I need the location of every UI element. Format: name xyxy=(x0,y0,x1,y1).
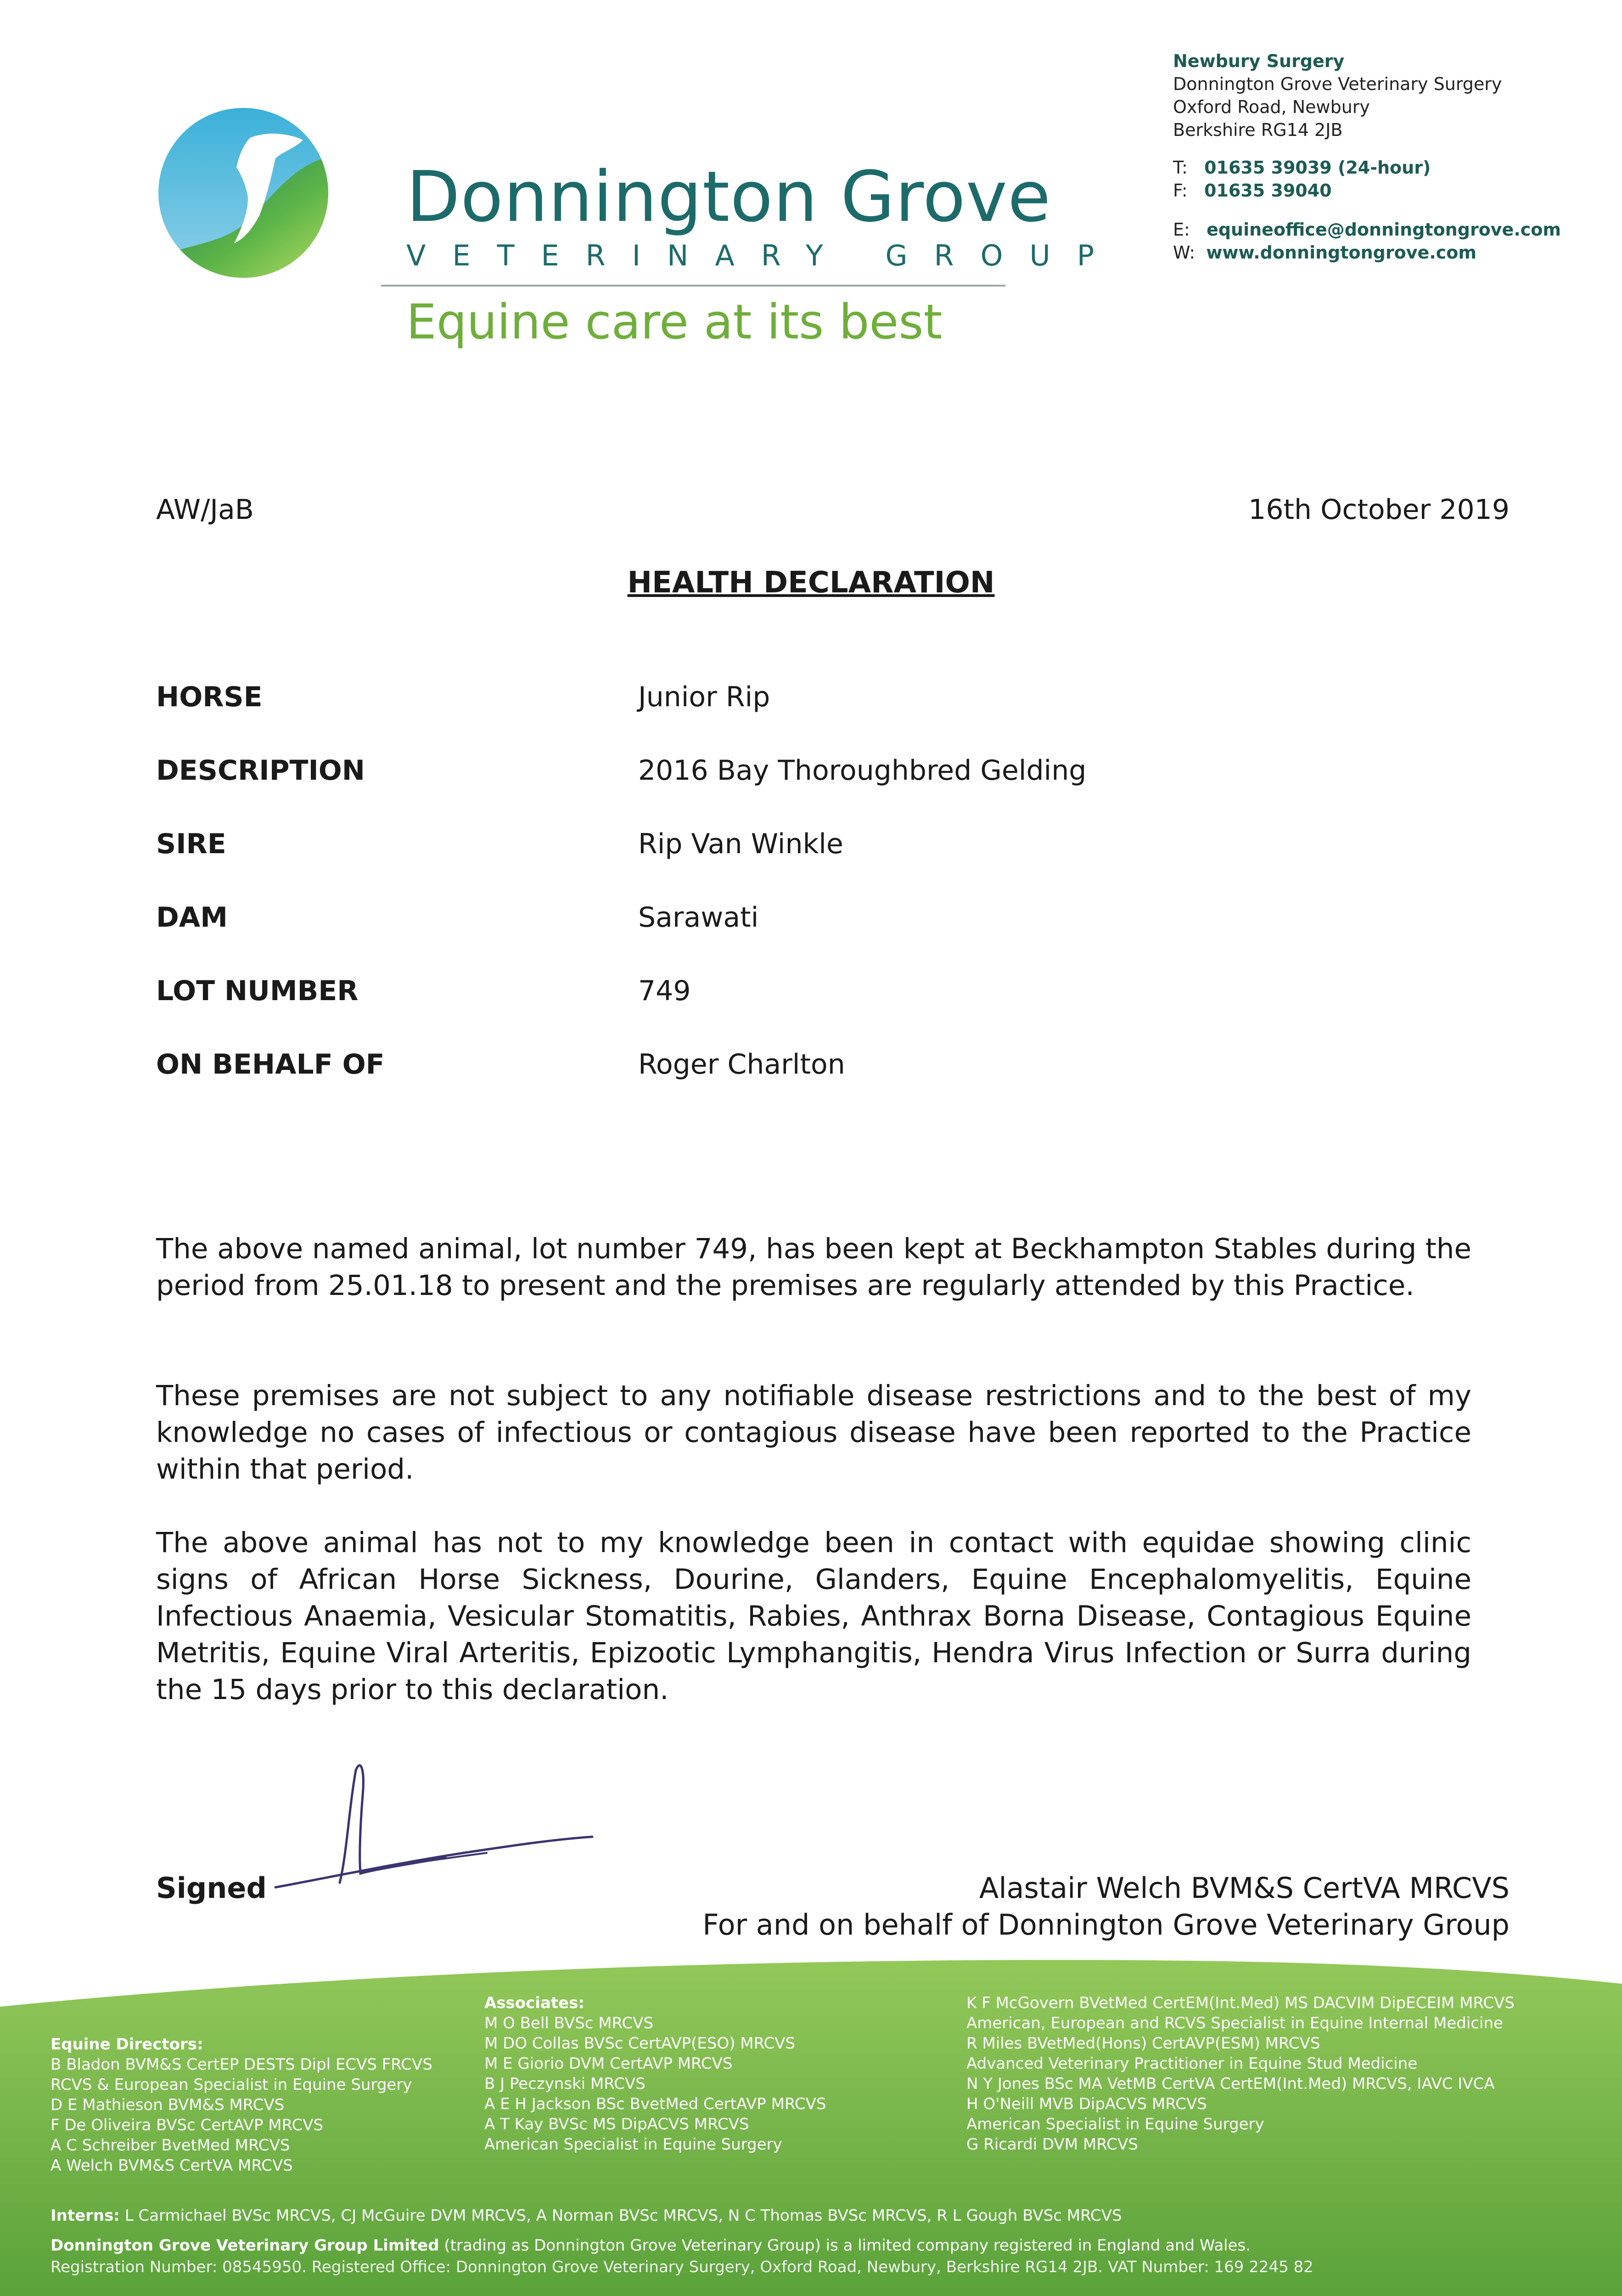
address-line: Berkshire RG14 2JB xyxy=(1173,120,1343,140)
director-line: A C Schreiber BvetMed MRCVS xyxy=(51,2136,290,2155)
field-label: SIRE xyxy=(156,828,226,860)
associate-line: R Miles BVetMed(Hons) CertAVP(ESM) MRCVS xyxy=(966,2034,1320,2053)
web-contacts xyxy=(1173,218,1561,264)
director-line: D E Mathieson BVM&S MRCVS xyxy=(51,2096,285,2114)
field-label: DESCRIPTION xyxy=(156,754,365,787)
director-line: A Welch BVM&S CertVA MRCVS xyxy=(51,2156,293,2175)
associate-line: M E Giorio DVM CertAVP MRCVS xyxy=(484,2054,733,2073)
address-line: Oxford Road, Newbury xyxy=(1173,97,1370,117)
field-value: Junior Rip xyxy=(638,681,770,713)
tel-label: T: xyxy=(1173,158,1188,178)
logo-horse-globe-icon xyxy=(156,106,331,280)
company-text: (trading as Donnington Grove Veterinary Group) is a limited company registered in England and Wales. xyxy=(444,2236,1251,2255)
associates-title: Associates: xyxy=(484,1994,585,2012)
associate-line: A E H Jackson BSc BvetMed CertAVP MRCVS xyxy=(484,2095,826,2113)
associate-line: M O Bell BVSc MRCVS xyxy=(484,2014,654,2032)
signature-icon xyxy=(271,1754,601,1906)
signer-organisation: For and on behalf of Donnington Grove Veterinary Group xyxy=(702,1908,1510,1941)
footer-associates-continued xyxy=(966,1993,1515,2155)
field-value: Sarawati xyxy=(638,901,759,934)
field-on-behalf-of xyxy=(156,1048,1487,1085)
field-sire xyxy=(156,828,1487,865)
associate-line: M DO Collas BVSc CertAVP(ESO) MRCVS xyxy=(484,2034,796,2053)
field-label: DAM xyxy=(156,901,228,934)
brand-tagline: Equine care at its best xyxy=(406,294,943,350)
website-link[interactable]: www.donningtongrove.com xyxy=(1206,242,1476,263)
document-title: HEALTH DECLARATION xyxy=(627,566,995,600)
associate-line: N Y Jones BSc MA VetMB CertVA CertEM(Int.Med) MRCVS, IAVC IVCA xyxy=(966,2075,1495,2093)
interns-list: L Carmichael BVSc MRCVS, CJ McGuire DVM MRCVS, A Norman BVSc MRCVS, N C Thomas BVSc MRCVS, R L Gough BVSc MRCVS xyxy=(124,2206,1122,2225)
director-line: RCVS & European Specialist in Equine Surgery xyxy=(51,2076,412,2094)
associate-line: B J Peczynski MRCVS xyxy=(484,2075,645,2093)
field-dam xyxy=(156,901,1487,938)
field-value: Rip Van Winkle xyxy=(638,828,843,860)
email-link[interactable]: equineoffice@donningtongrove.com xyxy=(1207,219,1561,240)
footer-associates xyxy=(484,1993,826,2155)
body-paragraph: These premises are not subject to any notifiable disease restrictions and to the best of my knowledge no cases of infectious or contagious disease have been reported to the Practice within that period. xyxy=(156,1379,1471,1486)
brand-name: Donnington Grove xyxy=(406,156,1051,237)
body-paragraph: The above named animal, lot number 749, has been kept at Beckhampton Stables during the period from 25.01.18 to present and the premises are regularly attended by this Practice. xyxy=(156,1232,1471,1302)
footer-registration: Registration Number: 08545950. Registered Office: Donnington Grove Veterinary Surgery, Oxford Road, Newbury, Berkshire RG14 2JB. VAT Number: 169 2245 82 xyxy=(51,2258,1313,2276)
field-label: ON BEHALF OF xyxy=(156,1048,385,1080)
surgery-name: Newbury Surgery xyxy=(1173,51,1345,71)
fax-number: 01635 39040 xyxy=(1204,180,1332,201)
body-paragraph: The above animal has not to my knowledge been in contact with equidae showing clinic signs of African Horse Sickness, Dourine, Glanders, Equine Encephalomyelitis, Equine Infectious Anaemia, Vesicular Stomatitis, Rabies, Anthrax Borna Disease, Contagious Equine Metritis, Equine Viral Arteritis, Epizootic Lymphangitis, Hendra Virus Infection or Surra during the 15 days prior to this declaration. xyxy=(156,1526,1471,1706)
associate-line: H O'Neill MVB DipACVS MRCVS xyxy=(966,2095,1207,2113)
director-line: B Bladon BVM&S CertEP DESTS Dipl ECVS FRCVS xyxy=(51,2055,432,2074)
brand-subtitle: VETERINARY GROUP xyxy=(406,239,1121,272)
field-lot-number xyxy=(156,975,1487,1012)
footer-directors xyxy=(51,2034,432,2176)
field-value: Roger Charlton xyxy=(638,1048,845,1080)
signed-label: Signed xyxy=(156,1871,267,1905)
director-line: F De Oliveira BVSc CertAVP MRCVS xyxy=(51,2116,324,2134)
surgery-address xyxy=(1173,50,1502,141)
field-label: HORSE xyxy=(156,681,263,713)
web-label: W: xyxy=(1173,242,1195,263)
associate-line: K F McGovern BVetMed CertEM(Int.Med) MS DACVIM DipECEIM MRCVS xyxy=(966,1994,1515,2012)
footer-company xyxy=(51,2235,1251,2256)
fax-label: F: xyxy=(1173,180,1188,201)
letter-date: 16th October 2019 xyxy=(1248,494,1510,526)
associate-line: Advanced Veterinary Practitioner in Equine Stud Medicine xyxy=(966,2054,1418,2073)
phone-contacts xyxy=(1173,156,1431,202)
field-value: 749 xyxy=(638,975,691,1007)
associate-line: G Ricardi DVM MRCVS xyxy=(966,2135,1138,2154)
associate-line: American Specialist in Equine Surgery xyxy=(484,2135,782,2154)
address-line: Donnington Grove Veterinary Surgery xyxy=(1173,74,1502,94)
field-label: LOT NUMBER xyxy=(156,975,359,1007)
associate-line: A T Kay BVSc MS DipACVS MRCVS xyxy=(484,2115,749,2133)
associate-line: American, European and RCVS Specialist in Equine Internal Medicine xyxy=(966,2014,1503,2032)
field-value: 2016 Bay Thoroughbred Gelding xyxy=(638,754,1087,787)
company-name: Donnington Grove Veterinary Group Limited xyxy=(51,2236,439,2255)
email-label: E: xyxy=(1173,219,1190,240)
tel-number[interactable]: 01635 39039 (24-hour) xyxy=(1204,158,1431,178)
signer-name: Alastair Welch BVM&S CertVA MRCVS xyxy=(979,1871,1510,1905)
interns-title: Interns: xyxy=(51,2206,120,2225)
brand-divider xyxy=(381,285,1005,287)
associate-line: American Specialist in Equine Surgery xyxy=(966,2115,1264,2133)
directors-title: Equine Directors: xyxy=(51,2035,203,2054)
footer-interns xyxy=(51,2206,1122,2226)
field-horse xyxy=(156,681,1487,718)
letter-reference: AW/JaB xyxy=(156,494,254,526)
field-description xyxy=(156,754,1487,791)
